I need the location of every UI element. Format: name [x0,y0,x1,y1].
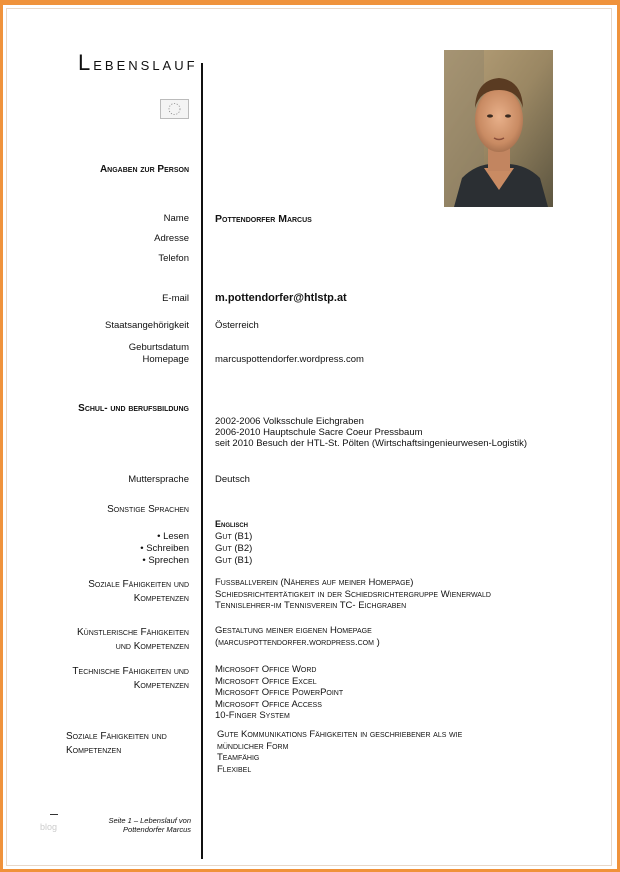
skill-label-writing: • Schreiben [140,542,189,554]
artistic-skill-line: Gestaltung meiner eigenen Homepage [215,625,372,636]
section-heading-personal: Angaben zur Person [99,164,189,175]
artistic-skills-label-line1: Künstlerische Fähigkeiten [76,627,189,638]
name-value: Pottendorfer Marcus [215,213,312,225]
profile-photo [444,50,553,207]
skill-value-speaking: Gut (B1) [215,554,253,566]
education-line: 2006-2010 Hauptschule Sacre Coeur Pressbaum [215,427,423,438]
nationality-value: Österreich [215,320,259,331]
title-initial: L [78,50,94,75]
language-skill-values [215,531,252,566]
technical-skills-label-line2: Kompetenzen [133,680,189,691]
nationality-label: Staatsangehörigkeit [105,320,189,331]
social2-skill-line: mündlicher Form [217,740,289,752]
skill-value-writing: Gut (B2) [215,542,253,554]
address-label: Adresse [154,233,189,244]
social-skills2-label [66,730,167,758]
homepage-value[interactable]: marcuspottendorfer.wordpress.com [215,354,364,365]
page-footer [70,816,191,834]
language-skill-labels [140,531,189,566]
social-skill-line: Schiedsrichtertätigkeit in der Schiedsrichtergruppe Wienerwald [215,588,491,600]
section-heading-education: Schul- und berufsbildung [78,403,189,414]
social-skills-label-line1: Soziale Fähigkeiten und [88,579,189,590]
technical-skill-line: Microsoft Office Access [215,698,322,710]
technical-skill-line: Microsoft Office Excel [215,675,317,687]
footer-dash [50,814,58,815]
technical-skills-list [215,664,343,722]
social-skills-label-line2: Kompetenzen [133,593,189,604]
birthdate-label: Geburtsdatum [128,342,189,353]
email-value[interactable]: m.pottendorfer@htlstp.at [215,292,347,304]
artistic-skills-list [215,625,380,648]
education-line: 2002-2006 Volksschule Eichgraben [215,416,364,427]
watermark: blog [40,822,58,832]
skill-label-speaking: • Sprechen [142,554,189,566]
artistic-skills-label [77,626,189,654]
social-skills2-label-line1: Soziale Fähigkeiten und [66,731,167,742]
social-skills2-list [217,729,462,775]
eu-stars-icon [161,100,188,118]
social-skill-line: Tennislehrer-im Tennisverein TC- Eichgraben [215,600,407,612]
other-languages-label: Sonstige Sprachen [107,504,189,515]
social-skill-line: Fußballverein (Näheres auf meiner Homepage) [215,577,414,588]
skill-value-reading: Gut (B1) [215,531,253,542]
technical-skills-label-line1: Technische Fähigkeiten und [72,666,189,677]
social2-skill-line: Flexibel [217,763,252,775]
artistic-skills-label-line2: und Kompetenzen [115,641,189,652]
social2-skill-line: Teamfähig [217,752,260,764]
name-label: Name [163,213,189,224]
document-title [78,50,198,76]
column-divider [201,63,203,859]
mother-tongue-label: Muttersprache [128,474,189,485]
mother-tongue-value: Deutsch [215,474,250,485]
other-language-name: Englisch [215,519,249,529]
technical-skill-line: Microsoft Office PowerPoint [215,687,344,699]
title-rest: ebenslauf [93,54,198,74]
footer-line2: Pottendorfer Marcus [123,825,191,834]
technical-skill-line: Microsoft Office Word [215,664,317,675]
email-label: E-mail [162,293,189,304]
homepage-label: Homepage [142,354,189,365]
skill-label-reading: • Lesen [157,531,189,542]
social-skills2-label-line2: Kompetenzen [66,745,122,756]
education-list [215,416,527,449]
technical-skills-label [72,665,189,693]
europass-logo [160,99,189,119]
education-line: seit 2010 Besuch der HTL-St. Pölten (Wirtschaftsingenieurwesen-Logistik) [215,438,528,449]
technical-skill-line: 10-Finger System [215,710,290,722]
footer-line1: Seite 1 – Lebenslauf von [108,816,191,825]
social-skills-label [88,578,189,606]
social2-skill-line: Gute Kommunikations Fähigkeiten in geschriebener als wie [217,729,463,740]
phone-label: Telefon [158,253,189,264]
artistic-skill-line: (marcuspottendorfer.wordpress.com ) [215,636,380,648]
social-skills-list [215,577,491,612]
